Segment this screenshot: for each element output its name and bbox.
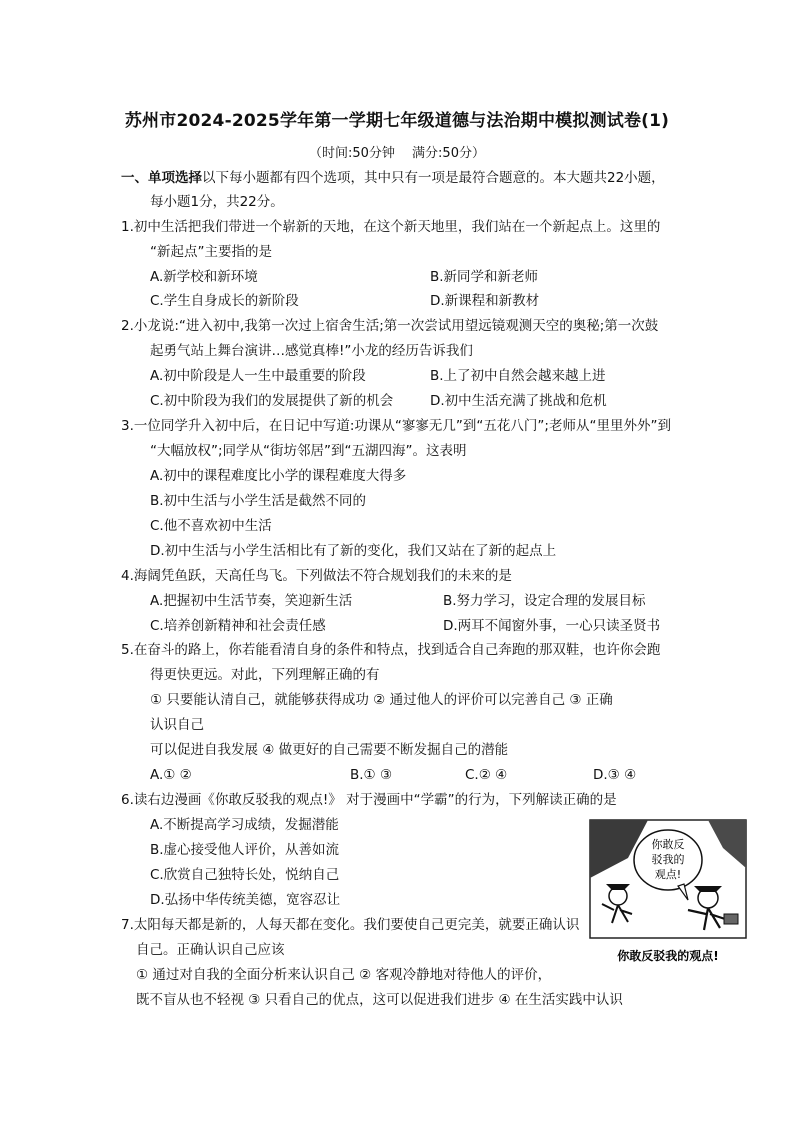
- q1-option-b: B.新同学和新老师: [430, 269, 539, 285]
- q5-option-c: C.② ④: [465, 767, 508, 783]
- bubble-text-1: 你敢反: [651, 838, 685, 851]
- figure-right-book: [724, 914, 738, 924]
- q2-option-c: C.初中阶段为我们的发展提供了新的机会: [150, 393, 394, 409]
- q5-option-b: B.① ③: [350, 767, 393, 783]
- q7-stem-4: 既不盲从也不轻视 ③ 只看自己的优点，这可以促进我们进步 ④ 在生活实践中认识: [136, 992, 623, 1008]
- bubble-text-3: 观点!: [654, 868, 682, 881]
- q6-stem-1: 6.读右边漫画《你敢反驳我的观点!》 对于漫画中“学霸”的行为，下列解读正确的是: [121, 792, 617, 808]
- q4-option-c: C.培养创新精神和社会责任感: [150, 618, 326, 634]
- q4-option-d: D.两耳不闻窗外事，一心只读圣贤书: [443, 618, 661, 634]
- q6-option-d: D.弘扬中华传统美德，宽容忍让: [150, 892, 341, 908]
- q2-stem-1: 2.小龙说:“进入初中,我第一次过上宿舍生活;第一次尝试用望远镜观测天空的奥秘;第一次鼓: [121, 318, 659, 334]
- q2-option-d: D.初中生活充满了挑战和危机: [430, 393, 607, 409]
- cartoon-illustration: [588, 818, 748, 968]
- q3-option-b: B.初中生活与小学生活是截然不同的: [150, 493, 367, 509]
- q5-stem-1: 5.在奋斗的路上，你若能看清自身的条件和特点，找到适合自己奔跑的那双鞋，也许你会跑: [121, 642, 661, 658]
- q6-option-c: C.欣赏自己独特长处，悦纳自己: [150, 867, 340, 883]
- q3-option-c: C.他不喜欢初中生活: [150, 518, 272, 534]
- q4-stem-1: 4.海阔凭鱼跃，天高任鸟飞。下列做法不符合规划我们的未来的是: [121, 568, 512, 584]
- q1-stem-1: 1.初中生活把我们带进一个崭新的天地，在这个新天地里，我们站在一个新起点上。这里的: [121, 219, 661, 235]
- q1-option-c: C.学生自身成长的新阶段: [150, 293, 299, 309]
- q5-stem-2: 得更快更远。对此，下列理解正确的有: [150, 667, 380, 683]
- q4-option-a: A.把握初中生活节奏，笑迎新生活: [150, 593, 353, 609]
- q5-stem-4: 认识自己: [150, 717, 204, 733]
- q5-stem-5: 可以促进自我发展 ④ 做更好的自己需要不断发掘自己的潜能: [150, 742, 509, 758]
- q1-option-a: A.新学校和新环境: [150, 269, 258, 285]
- exam-subtitle: （时间:50分钟 满分:50分）: [309, 146, 485, 161]
- q5-option-a: A.① ②: [150, 767, 192, 783]
- q5-stem-3: ① 只要能认清自己，就能够获得成功 ② 通过他人的评价可以完善自己 ③ 正确: [150, 692, 613, 708]
- q2-option-b: B.上了初中自然会越来越上进: [430, 368, 606, 384]
- q1-stem-2: “新起点”主要指的是: [150, 244, 272, 260]
- cartoon-caption: 你敢反驳我的观点!: [617, 949, 719, 963]
- q1-option-d: D.新课程和新教材: [430, 293, 540, 309]
- q4-option-b: B.努力学习，设定合理的发展目标: [443, 593, 646, 609]
- bubble-text-2: 驳我的: [651, 853, 685, 866]
- q3-option-a: A.初中的课程难度比小学的课程难度大得多: [150, 468, 407, 484]
- q3-stem-1: 3.一位同学升入初中后，在日记中写道:功课从“寥寥无几”到“五花八门”;老师从“里里外外”到: [121, 418, 671, 434]
- q7-stem-1: 7.太阳每天都是新的，人每天都在变化。我们要使自己更完美，就要正确认识: [121, 917, 580, 933]
- exam-title: 苏州市2024-2025学年第一学期七年级道德与法治期中模拟测试卷(1): [124, 111, 670, 131]
- q2-stem-2: 起勇气站上舞台演讲…感觉真棒!”小龙的经历告诉我们: [150, 343, 473, 359]
- q2-option-a: A.初中阶段是人一生中最重要的阶段: [150, 368, 366, 384]
- q6-option-b: B.虚心接受他人评价，从善如流: [150, 842, 340, 858]
- cartoon-drawing: [588, 818, 748, 968]
- section-intro-2: 每小题1分，共22分。: [150, 194, 284, 210]
- q3-stem-2: “大幅放权”;同学从“街坊邻居”到“五湖四海”。这表明: [150, 443, 467, 459]
- section-head: 一、单项选择: [121, 170, 202, 186]
- q5-option-d: D.③ ④: [593, 767, 637, 783]
- q7-stem-2: 自己。正确认识自己应该: [136, 942, 285, 958]
- section-intro: 以下每小题都有四个选项，其中只有一项是最符合题意的。本大题共22小题，: [202, 170, 665, 186]
- section-heading-line: [121, 169, 665, 187]
- q3-option-d: D.初中生活与小学生活相比有了新的变化，我们又站在了新的起点上: [150, 543, 557, 559]
- q6-option-a: A.不断提高学习成绩，发掘潜能: [150, 817, 339, 833]
- q7-stem-3: ① 通过对自我的全面分析来认识自己 ② 客观冷静地对待他人的评价，: [136, 967, 552, 983]
